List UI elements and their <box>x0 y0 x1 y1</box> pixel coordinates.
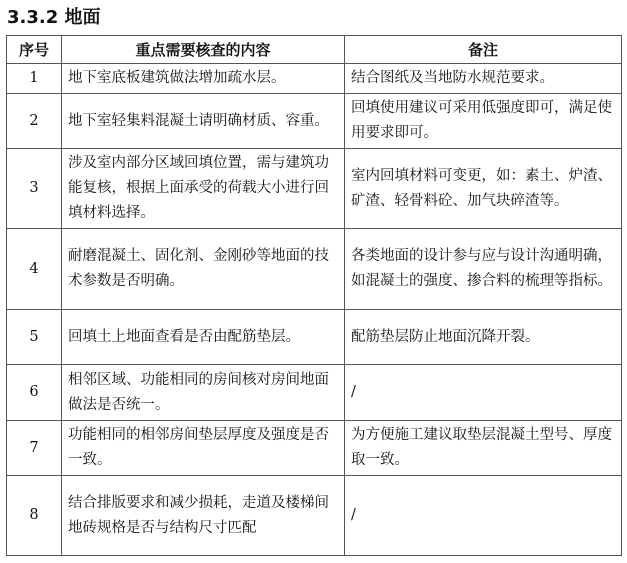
check-text: 涉及室内部分区域回填位置，需与建筑功能复核，根据上面承受的荷载大小进行回填材料选择。 <box>68 155 329 221</box>
check-text: 结合排版要求和减少损耗，走道及楼梯间地砖规格是否与结构尺寸匹配 <box>68 494 329 536</box>
table-row <box>7 310 622 365</box>
check-item <box>62 365 345 421</box>
row-number: 3 <box>7 149 62 229</box>
note-item <box>345 421 622 476</box>
note-text: / <box>351 384 356 400</box>
note-item <box>345 310 622 365</box>
check-text: 地下室轻集料混凝土请明确材质、容重。 <box>68 112 329 129</box>
header-note: 备注 <box>345 36 622 64</box>
table-header-row <box>7 36 622 64</box>
note-item <box>345 94 622 149</box>
row-number: 2 <box>7 94 62 149</box>
checklist-table <box>6 35 622 556</box>
note-text: 回填使用建议可采用低强度即可，满足使用要求即可。 <box>351 100 612 141</box>
note-item <box>345 64 622 94</box>
check-item <box>62 310 345 365</box>
section-title: 3.3.2 地面 <box>7 7 101 28</box>
note-item <box>345 229 622 310</box>
check-text: 耐磨混凝土、固化剂、金刚砂等地面的技术参数是否明确。 <box>68 248 329 289</box>
check-item <box>62 94 345 149</box>
row-number: 1 <box>7 64 62 94</box>
note-text: 结合图纸及当地防水规范要求。 <box>351 70 554 86</box>
row-number: 8 <box>7 476 62 556</box>
table-row <box>7 229 622 310</box>
note-item <box>345 365 622 421</box>
check-text: 回填土上地面查看是否由配筋垫层。 <box>68 328 300 345</box>
row-number: 4 <box>7 229 62 310</box>
note-text: / <box>351 507 356 523</box>
check-item <box>62 229 345 310</box>
check-item <box>62 476 345 556</box>
header-no: 序号 <box>7 36 62 64</box>
note-item <box>345 149 622 229</box>
header-check: 重点需要核查的内容 <box>62 36 345 64</box>
check-text: 地下室底板建筑做法增加疏水层。 <box>68 70 286 86</box>
table-row <box>7 421 622 476</box>
table-row <box>7 365 622 421</box>
table-row <box>7 94 622 149</box>
check-text: 相邻区域、功能相同的房间核对房间地面做法是否统一。 <box>68 371 329 413</box>
note-item <box>345 476 622 556</box>
check-item <box>62 149 345 229</box>
check-item <box>62 64 345 94</box>
row-number: 7 <box>7 421 62 476</box>
table-row <box>7 149 622 229</box>
table-row <box>7 64 622 94</box>
note-text: 为方便施工建议取垫层混凝土型号、厚度取一致。 <box>351 427 612 468</box>
row-number: 6 <box>7 365 62 421</box>
note-text: 室内回填材料可变更，如：素土、炉渣、矿渣、轻骨料砼、加气块碎渣等。 <box>351 167 612 209</box>
check-item <box>62 421 345 476</box>
table-row <box>7 476 622 556</box>
note-text: 各类地面的设计参与应与设计沟通明确，如混凝土的强度、掺合料的梳理等指标。 <box>351 248 612 289</box>
check-text: 功能相同的相邻房间垫层厚度及强度是否一致。 <box>68 427 329 468</box>
row-number: 5 <box>7 310 62 365</box>
note-text: 配筋垫层防止地面沉降开裂。 <box>351 328 540 345</box>
